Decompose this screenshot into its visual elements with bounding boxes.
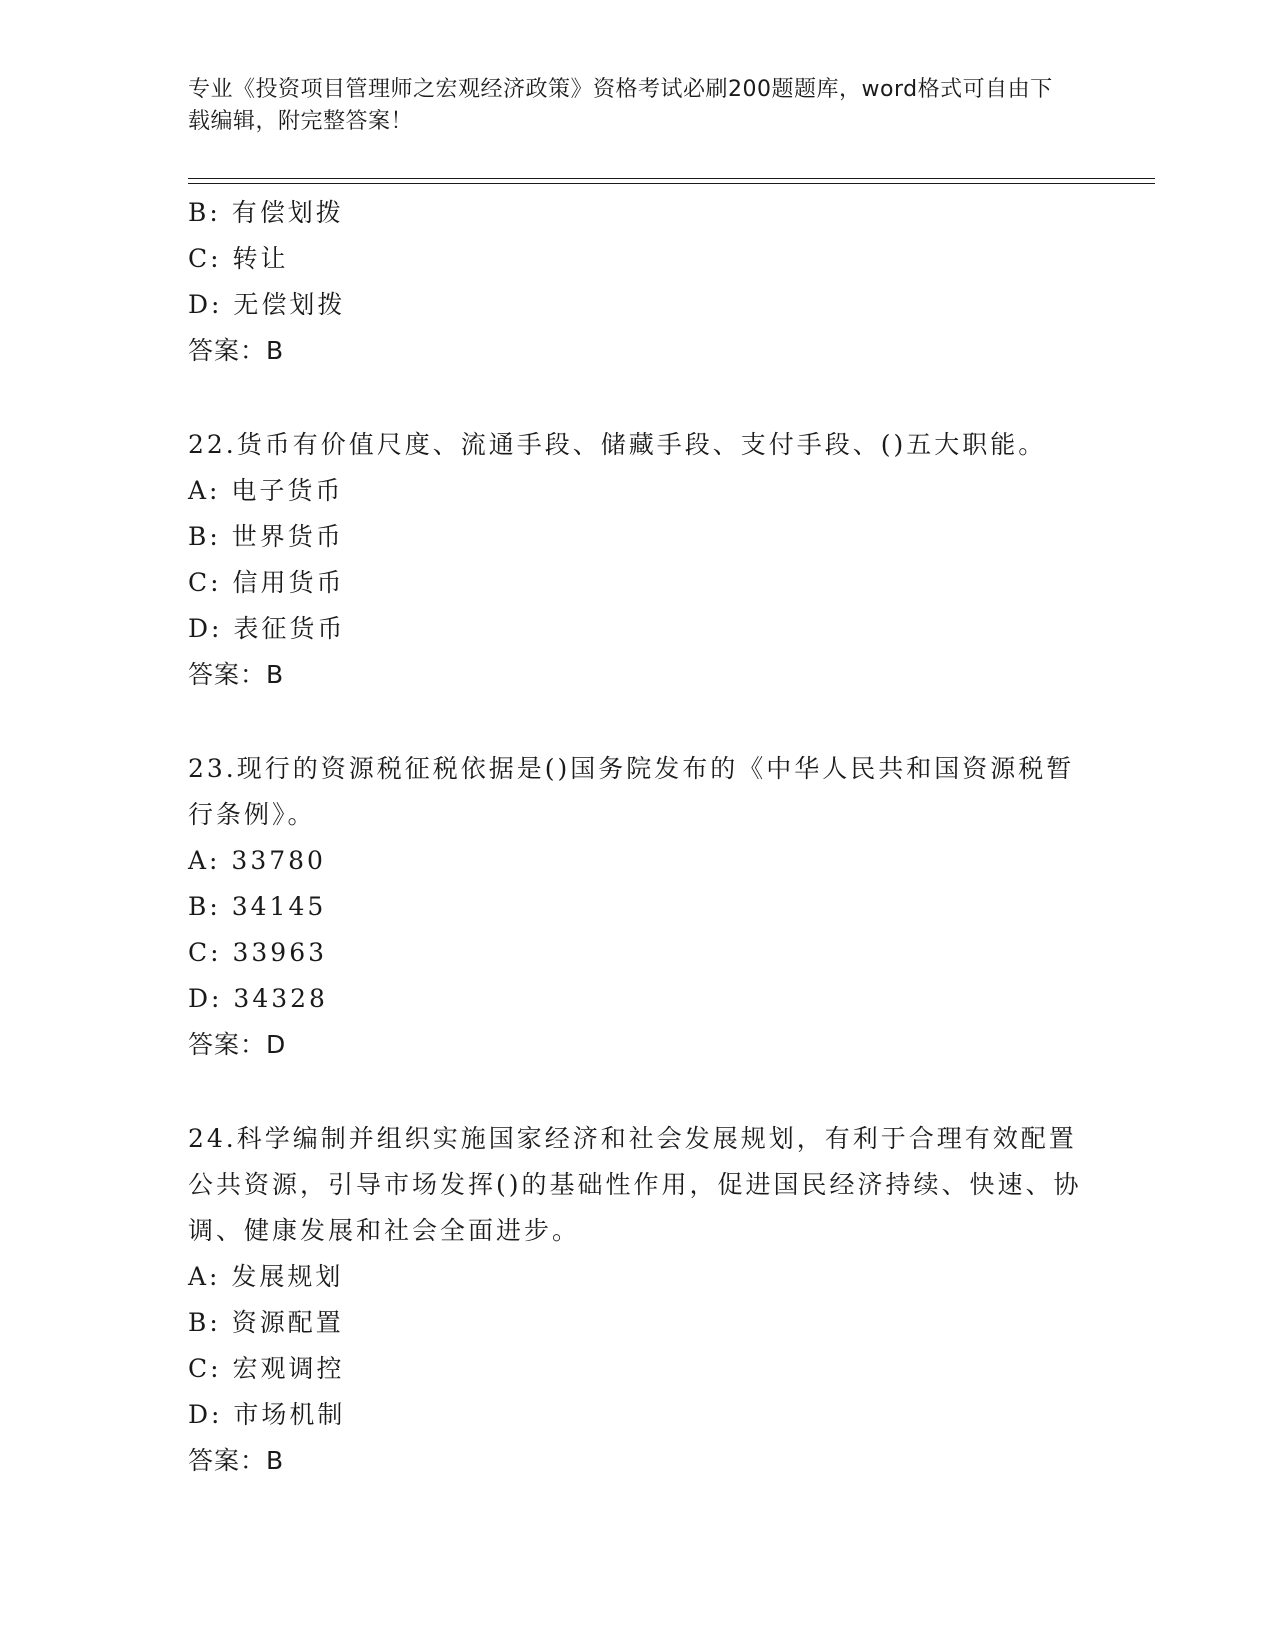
answer-line: 答案：B (188, 1446, 285, 1475)
answer-line: 答案：B (188, 336, 285, 365)
option-a: A: 发展规划 (188, 1262, 344, 1291)
option-c: C: 信用货币 (188, 568, 345, 597)
question-block-23 (188, 746, 1088, 1068)
option-b: B: 34145 (188, 892, 327, 921)
option-c: C: 33963 (188, 938, 328, 967)
block-spacer (188, 1068, 1088, 1116)
block-spacer (188, 698, 1088, 746)
option-d: D: 市场机制 (188, 1400, 346, 1429)
answer-line: 答案：D (188, 1030, 287, 1059)
question-block-22 (188, 422, 1088, 698)
option-d: D: 表征货币 (188, 614, 346, 643)
question-list (188, 190, 1088, 1484)
option-c: C: 转让 (188, 244, 289, 273)
question-block-24 (188, 1116, 1088, 1484)
question-text: 22.货币有价值尺度、流通手段、储藏手段、支付手段、()五大职能。 (188, 430, 1047, 459)
option-b: B: 世界货币 (188, 522, 344, 551)
option-d: D: 34328 (188, 984, 328, 1013)
option-d: D: 无偿划拨 (188, 290, 346, 319)
option-b: B: 有偿划拨 (188, 198, 344, 227)
question-block-partial (188, 190, 1088, 374)
question-text: 23.现行的资源税征税依据是()国务院发布的《中华人民共和国资源税暂行条例》。 (188, 754, 1075, 829)
answer-line: 答案：B (188, 660, 285, 689)
option-b: B: 资源配置 (188, 1308, 344, 1337)
option-a: A: 33780 (188, 846, 326, 875)
block-spacer (188, 374, 1088, 422)
page-header: 专业《投资项目管理师之宏观经济政策》资格考试必刷200题题库，word格式可自由下载编辑，附完整答案！ (188, 77, 1053, 134)
question-text: 24.科学编制并组织实施国家经济和社会发展规划，有利于合理有效配置公共资源，引导市场发挥()的基础性作用，促进国民经济持续、快速、协调、健康发展和社会全面进步。 (188, 1124, 1082, 1245)
option-a: A: 电子货币 (188, 476, 344, 505)
header-rule-top (188, 178, 1155, 179)
option-c: C: 宏观调控 (188, 1354, 345, 1383)
header-rule-bottom (188, 183, 1155, 184)
